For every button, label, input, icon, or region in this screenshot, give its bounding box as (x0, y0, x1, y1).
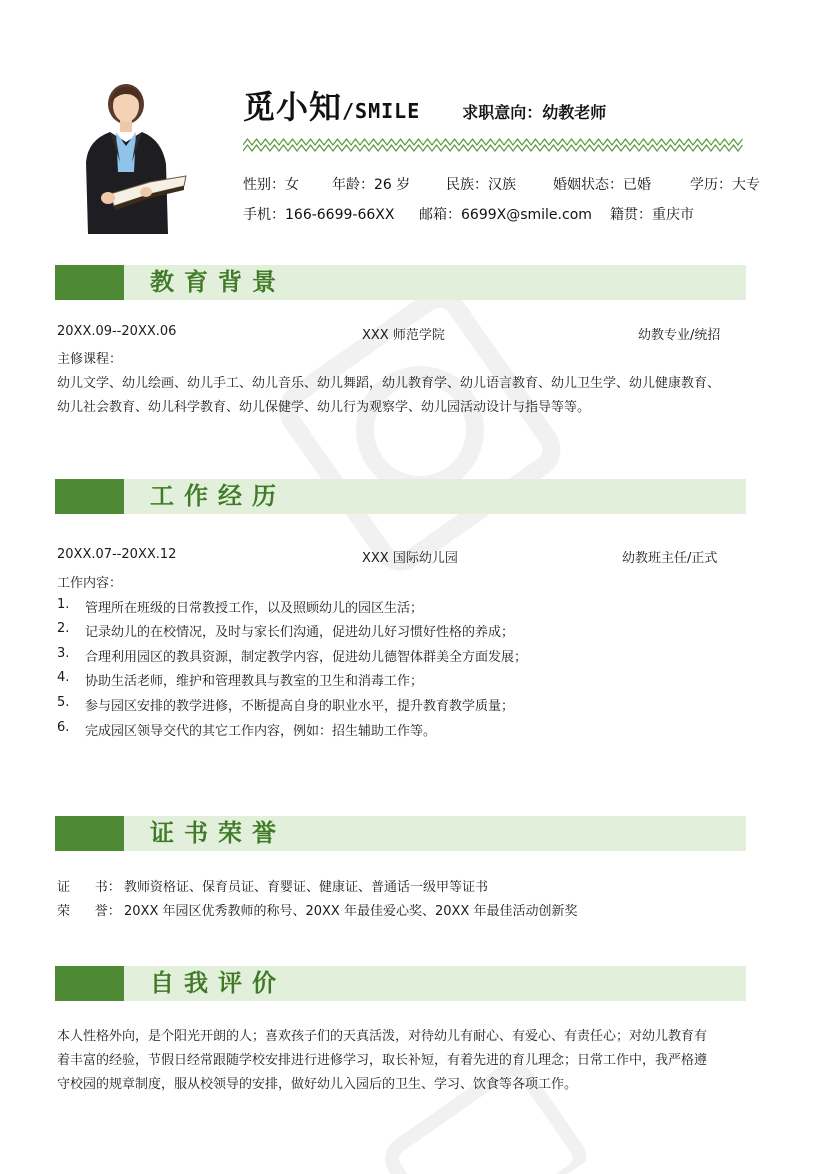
work-item: 协助生活老师，维护和管理教具与教室的卫生和消毒工作； (85, 674, 424, 689)
education-major: 幼教专业/统招 (638, 328, 721, 343)
courses-line: 幼儿文学、幼儿绘画、幼儿手工、幼儿音乐、幼儿舞蹈，幼儿教育学、幼儿语言教育、幼儿卫生学、幼儿健康教育、 (57, 376, 721, 391)
phone-field: 手机：166-6699-66XX (243, 207, 395, 223)
cert-label: 证 书： (57, 880, 121, 895)
job-intent: 求职意向：幼教老师 (462, 103, 607, 122)
self-eval-line: 守校园的规章制度，服从校领导的安排，做好幼儿入园后的卫生、学习、饮食等各项工作。 (57, 1077, 578, 1092)
candidate-english-name: /SMILE (342, 99, 421, 123)
section-certs-header (55, 816, 746, 851)
education-period: 20XX.09--20XX.06 (57, 324, 177, 339)
marital-field: 婚姻状态：已婚 (553, 177, 651, 193)
section-title: 教育背景 (150, 268, 286, 296)
work-period: 20XX.07--20XX.12 (57, 547, 177, 562)
name-row (243, 82, 606, 126)
age-field: 年龄：26 岁 (332, 177, 411, 193)
section-education-header (55, 265, 746, 300)
hometown-field: 籍贯：重庆市 (610, 207, 694, 223)
section-title: 证书荣誉 (150, 819, 286, 847)
email-field: 邮箱：6699X@smile.com (419, 207, 592, 223)
gender-field: 性别：女 (243, 177, 299, 193)
ethnicity-field: 民族：汉族 (446, 177, 516, 193)
work-content-label: 工作内容： (57, 576, 123, 591)
section-self-header (55, 966, 746, 1001)
honor-text: 20XX 年园区优秀教师的称号、20XX 年最佳爱心奖、20XX 年最佳活动创新奖 (124, 904, 578, 919)
list-number: 6. (57, 720, 70, 735)
work-company: XXX 国际幼儿园 (362, 551, 458, 566)
cert-text: 教师资格证、保育员证、育婴证、健康证、普通话一级甲等证书 (124, 880, 489, 895)
work-item: 合理利用园区的教具资源，制定教学内容，促进幼儿德智体群美全方面发展； (85, 650, 528, 665)
info-row-2 (243, 204, 694, 224)
self-eval-line: 着丰富的经验，节假日经常跟随学校安排进行进修学习，取长补短，有着先进的育儿理念；日常工作中，我严格遵 (57, 1053, 708, 1068)
honor-label: 荣 誉： (57, 904, 121, 919)
courses-label: 主修课程： (57, 352, 123, 367)
education-school: XXX 师范学院 (362, 328, 445, 343)
self-eval-line: 本人性格外向，是个阳光开朗的人；喜欢孩子们的天真活泼，对待幼儿有耐心、有爱心、有责任心；对幼儿教育有 (57, 1029, 708, 1044)
work-item: 参与园区安排的教学进修，不断提高自身的职业水平，提升教育教学质量； (85, 699, 515, 714)
section-accent-block (55, 816, 124, 851)
list-number: 2. (57, 621, 70, 636)
list-number: 5. (57, 695, 70, 710)
list-number: 1. (57, 597, 70, 612)
list-number: 4. (57, 670, 70, 685)
list-number: 3. (57, 646, 70, 661)
section-work-header (55, 479, 746, 514)
section-accent-block (55, 966, 124, 1001)
courses-line: 幼儿社会教育、幼儿科学教育、幼儿保健学、幼儿行为观察学、幼儿园活动设计与指导等等。 (57, 400, 591, 415)
work-item: 完成园区领导交代的其它工作内容，例如：招生辅助工作等。 (85, 724, 437, 739)
section-accent-block (55, 479, 124, 514)
candidate-name: 觅小知 (243, 88, 343, 126)
education-level-field: 学历：大专 (690, 177, 760, 193)
work-position: 幼教班主任/正式 (622, 551, 718, 566)
section-accent-block (55, 265, 124, 300)
work-item: 管理所在班级的日常教授工作，以及照顾幼儿的园区生活； (85, 601, 424, 616)
profile-photo (80, 82, 190, 234)
work-item: 记录幼儿的在校情况，及时与家长们沟通，促进幼儿好习惯好性格的养成； (85, 625, 515, 640)
section-title: 自我评价 (150, 969, 286, 997)
info-row-1 (243, 174, 760, 194)
section-title: 工作经历 (150, 482, 286, 510)
wave-divider (243, 136, 746, 154)
